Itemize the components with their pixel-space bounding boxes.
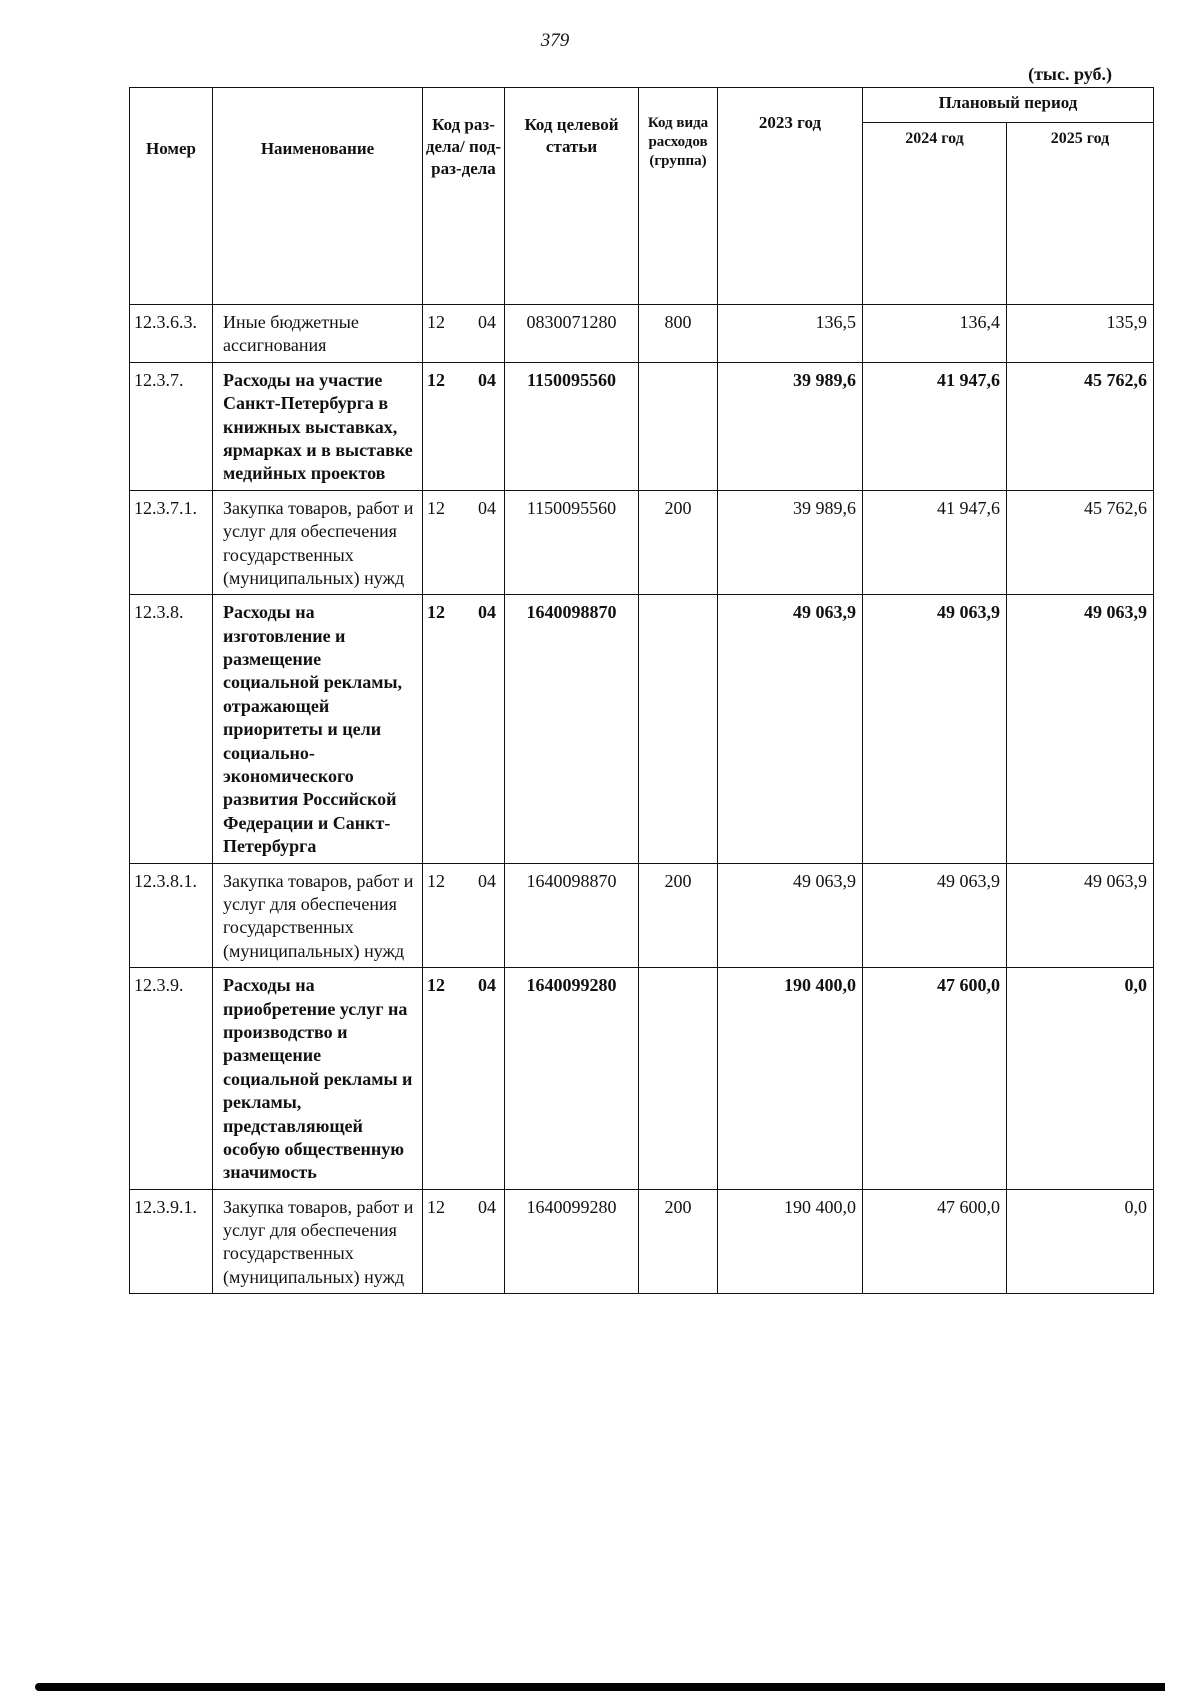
row-name: Расходы на приобретение услуг на производство и размещение социальной рекламы и рекламы, представляющей особую общественную значимость <box>213 968 423 1190</box>
row-2023: 190 400,0 <box>718 968 863 1190</box>
row-2025: 45 762,6 <box>1007 490 1154 595</box>
header-2024: 2024 год <box>863 123 1007 305</box>
header-plan-period: Плановый период <box>863 88 1154 123</box>
row-number: 12.3.8. <box>130 595 213 863</box>
row-number: 12.3.7.1. <box>130 490 213 595</box>
row-podrazdel-code: 04 <box>478 497 496 518</box>
row-razdel-code: 12 <box>427 870 445 891</box>
row-vid: 200 <box>639 863 718 968</box>
table-header <box>130 88 1154 305</box>
row-name: Расходы на участие Санкт-Петербурга в книжных выставках, ярмарках и в выставке медийных проектов <box>213 362 423 490</box>
row-razdel <box>423 490 505 595</box>
row-podrazdel-code: 04 <box>478 312 496 332</box>
row-2025: 45 762,6 <box>1007 362 1154 490</box>
table-row <box>130 595 1154 863</box>
row-2024: 41 947,6 <box>863 490 1007 595</box>
row-razdel-code: 12 <box>427 975 445 996</box>
header-2023: 2023 год <box>718 88 863 305</box>
table-row <box>130 305 1154 363</box>
row-vid: 800 <box>639 305 718 363</box>
row-vid: 200 <box>639 490 718 595</box>
row-razdel <box>423 305 505 363</box>
page-number: 379 <box>540 30 570 51</box>
row-vid <box>639 362 718 490</box>
units-label: (тыс. руб.) <box>1028 64 1112 84</box>
row-2025: 0,0 <box>1007 1189 1154 1294</box>
row-razdel-code: 12 <box>427 312 445 332</box>
row-2023: 49 063,9 <box>718 595 863 863</box>
row-2023: 136,5 <box>718 305 863 363</box>
header-razdel: Код раз-дела/ под-раз-дела <box>423 88 505 305</box>
table-row <box>130 968 1154 1190</box>
row-celevaya: 0830071280 <box>505 305 639 363</box>
row-number: 12.3.7. <box>130 362 213 490</box>
row-2025: 0,0 <box>1007 968 1154 1190</box>
row-name: Расходы на изготовление и размещение социальной рекламы, отражающей приоритеты и цели социально-экономического развития Российской Федерации и Санкт-Петербурга <box>213 595 423 863</box>
row-celevaya: 1150095560 <box>505 362 639 490</box>
row-2024: 47 600,0 <box>863 968 1007 1190</box>
row-podrazdel-code: 04 <box>478 1196 496 1217</box>
row-podrazdel-code: 04 <box>478 870 496 891</box>
header-2025: 2025 год <box>1007 123 1154 305</box>
row-podrazdel-code: 04 <box>478 975 496 996</box>
table-row <box>130 863 1154 968</box>
row-celevaya: 1640098870 <box>505 595 639 863</box>
row-vid <box>639 595 718 863</box>
table-row <box>130 490 1154 595</box>
row-celevaya: 1150095560 <box>505 490 639 595</box>
row-2024: 41 947,6 <box>863 362 1007 490</box>
row-name: Закупка товаров, работ и услуг для обеспечения государственных (муниципальных) нужд <box>213 1189 423 1294</box>
row-2023: 39 989,6 <box>718 362 863 490</box>
row-2023: 49 063,9 <box>718 863 863 968</box>
row-razdel <box>423 863 505 968</box>
row-vid: 200 <box>639 1189 718 1294</box>
header-vid: Код вида расходов (группа) <box>639 88 718 305</box>
table-row <box>130 362 1154 490</box>
row-razdel <box>423 968 505 1190</box>
row-name: Закупка товаров, работ и услуг для обеспечения государственных (муниципальных) нужд <box>213 863 423 968</box>
header-celevaya: Код целевой статьи <box>505 88 639 305</box>
row-2025: 135,9 <box>1007 305 1154 363</box>
row-celevaya: 1640099280 <box>505 968 639 1190</box>
row-name: Закупка товаров, работ и услуг для обеспечения государственных (муниципальных) нужд <box>213 490 423 595</box>
budget-table <box>129 87 1154 1294</box>
header-name: Наименование <box>213 88 423 305</box>
table-body <box>130 305 1154 1294</box>
row-number: 12.3.6.3. <box>130 305 213 363</box>
header-number: Номер <box>130 88 213 305</box>
row-number: 12.3.8.1. <box>130 863 213 968</box>
row-razdel-code: 12 <box>427 369 445 390</box>
row-number: 12.3.9. <box>130 968 213 1190</box>
row-celevaya: 1640099280 <box>505 1189 639 1294</box>
row-number: 12.3.9.1. <box>130 1189 213 1294</box>
row-2024: 136,4 <box>863 305 1007 363</box>
row-podrazdel-code: 04 <box>478 602 496 623</box>
row-razdel-code: 12 <box>427 497 445 518</box>
row-2023: 39 989,6 <box>718 490 863 595</box>
row-razdel <box>423 595 505 863</box>
row-podrazdel-code: 04 <box>478 369 496 390</box>
row-razdel-code: 12 <box>427 1196 445 1217</box>
row-razdel <box>423 362 505 490</box>
row-2024: 49 063,9 <box>863 595 1007 863</box>
row-celevaya: 1640098870 <box>505 863 639 968</box>
row-2025: 49 063,9 <box>1007 863 1154 968</box>
bottom-rule <box>35 1683 1165 1691</box>
row-2024: 49 063,9 <box>863 863 1007 968</box>
row-2025: 49 063,9 <box>1007 595 1154 863</box>
table-row <box>130 1189 1154 1294</box>
row-vid <box>639 968 718 1190</box>
row-razdel <box>423 1189 505 1294</box>
row-2023: 190 400,0 <box>718 1189 863 1294</box>
row-2024: 47 600,0 <box>863 1189 1007 1294</box>
row-name: Иные бюджетные ассигнования <box>213 305 423 363</box>
row-razdel-code: 12 <box>427 602 445 623</box>
